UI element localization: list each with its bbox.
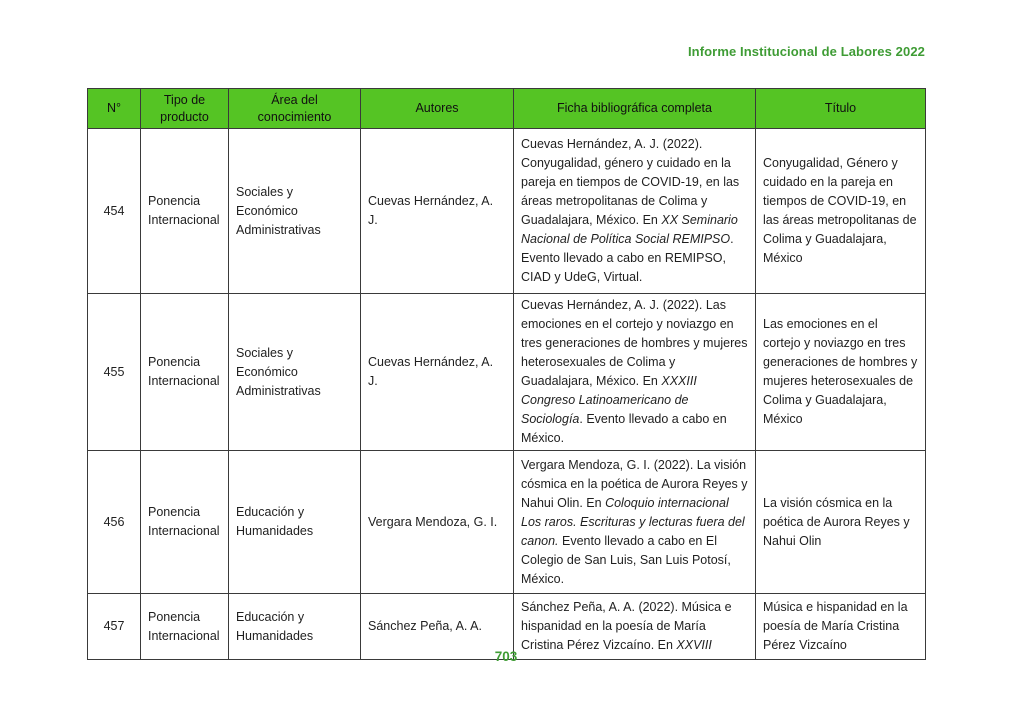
cell-ficha-bibliografica: Vergara Mendoza, G. I. (2022). La visión cósmica en la poética de Aurora Reyes y Nahui Olin. En Coloquio internacional Los raros. Escrituras y lecturas fuera del canon. Evento llevado a cabo en El Colegio de San Luis, San Luis Potosí, México. xyxy=(514,451,756,594)
column-header-area-del-conocimiento: Área del conocimiento xyxy=(229,89,361,129)
table-row xyxy=(88,129,926,294)
cell-area-conocimiento: Educación y Humanidades xyxy=(229,594,361,660)
cell-autores: Cuevas Hernández, A. J. xyxy=(361,129,514,294)
cell-autores: Vergara Mendoza, G. I. xyxy=(361,451,514,594)
cell-tipo-producto: Ponencia Internacional xyxy=(141,294,229,451)
cell-ficha-bibliografica: Sánchez Peña, A. A. (2022). Música e hispanidad en la poesía de María Cristina Pérez Vizcaíno. En XXVIII xyxy=(514,594,756,660)
cell-ficha-bibliografica: Cuevas Hernández, A. J. (2022). Las emociones en el cortejo y noviazgo en tres generaciones de hombres y mujeres heterosexuales de Colima y Guadalajara, México. En XXXIII Congreso Latinoamericano de Sociología. Evento llevado a cabo en México. xyxy=(514,294,756,451)
column-header-numero: N° xyxy=(88,89,141,129)
column-header-tipo-de-producto: Tipo de producto xyxy=(141,89,229,129)
column-header-autores: Autores xyxy=(361,89,514,129)
cell-numero: 455 xyxy=(88,294,141,451)
cell-titulo: La visión cósmica en la poética de Aurora Reyes y Nahui Olin xyxy=(756,451,926,594)
document-header: Informe Institucional de Labores 2022 xyxy=(687,44,925,59)
cell-area-conocimiento: Sociales y Económico Administrativas xyxy=(229,294,361,451)
cell-area-conocimiento: Sociales y Económico Administrativas xyxy=(229,129,361,294)
cell-numero: 456 xyxy=(88,451,141,594)
cell-titulo: Música e hispanidad en la poesía de María Cristina Pérez Vizcaíno xyxy=(756,594,926,660)
table-row xyxy=(88,451,926,594)
cell-titulo: Las emociones en el cortejo y noviazgo en tres generaciones de hombres y mujeres heterosexuales de Colima y Guadalajara, México xyxy=(756,294,926,451)
cell-titulo: Conyugalidad, Género y cuidado en la pareja en tiempos de COVID-19, en las áreas metropolitanas de Colima y Guadalajara, México xyxy=(756,129,926,294)
publications-table xyxy=(87,88,926,660)
cell-ficha-bibliografica: Cuevas Hernández, A. J. (2022). Conyugalidad, género y cuidado en la pareja en tiempos de COVID-19, en las áreas metropolitanas de Colima y Guadalajara, México. En XX Seminario Nacional de Política Social REMIPSO. Evento llevado a cabo en REMIPSO, CIAD y UdeG, Virtual. xyxy=(514,129,756,294)
cell-autores: Cuevas Hernández, A. J. xyxy=(361,294,514,451)
cell-tipo-producto: Ponencia Internacional xyxy=(141,451,229,594)
cell-tipo-producto: Ponencia Internacional xyxy=(141,594,229,660)
column-header-ficha-bibliografica: Ficha bibliográfica completa xyxy=(514,89,756,129)
table-row xyxy=(88,294,926,451)
cell-numero: 457 xyxy=(88,594,141,660)
page-number: 703 xyxy=(494,649,518,664)
column-header-titulo: Título xyxy=(756,89,926,129)
cell-numero: 454 xyxy=(88,129,141,294)
cell-autores: Sánchez Peña, A. A. xyxy=(361,594,514,660)
cell-area-conocimiento: Educación y Humanidades xyxy=(229,451,361,594)
table-header-row xyxy=(88,89,926,129)
cell-tipo-producto: Ponencia Internacional xyxy=(141,129,229,294)
